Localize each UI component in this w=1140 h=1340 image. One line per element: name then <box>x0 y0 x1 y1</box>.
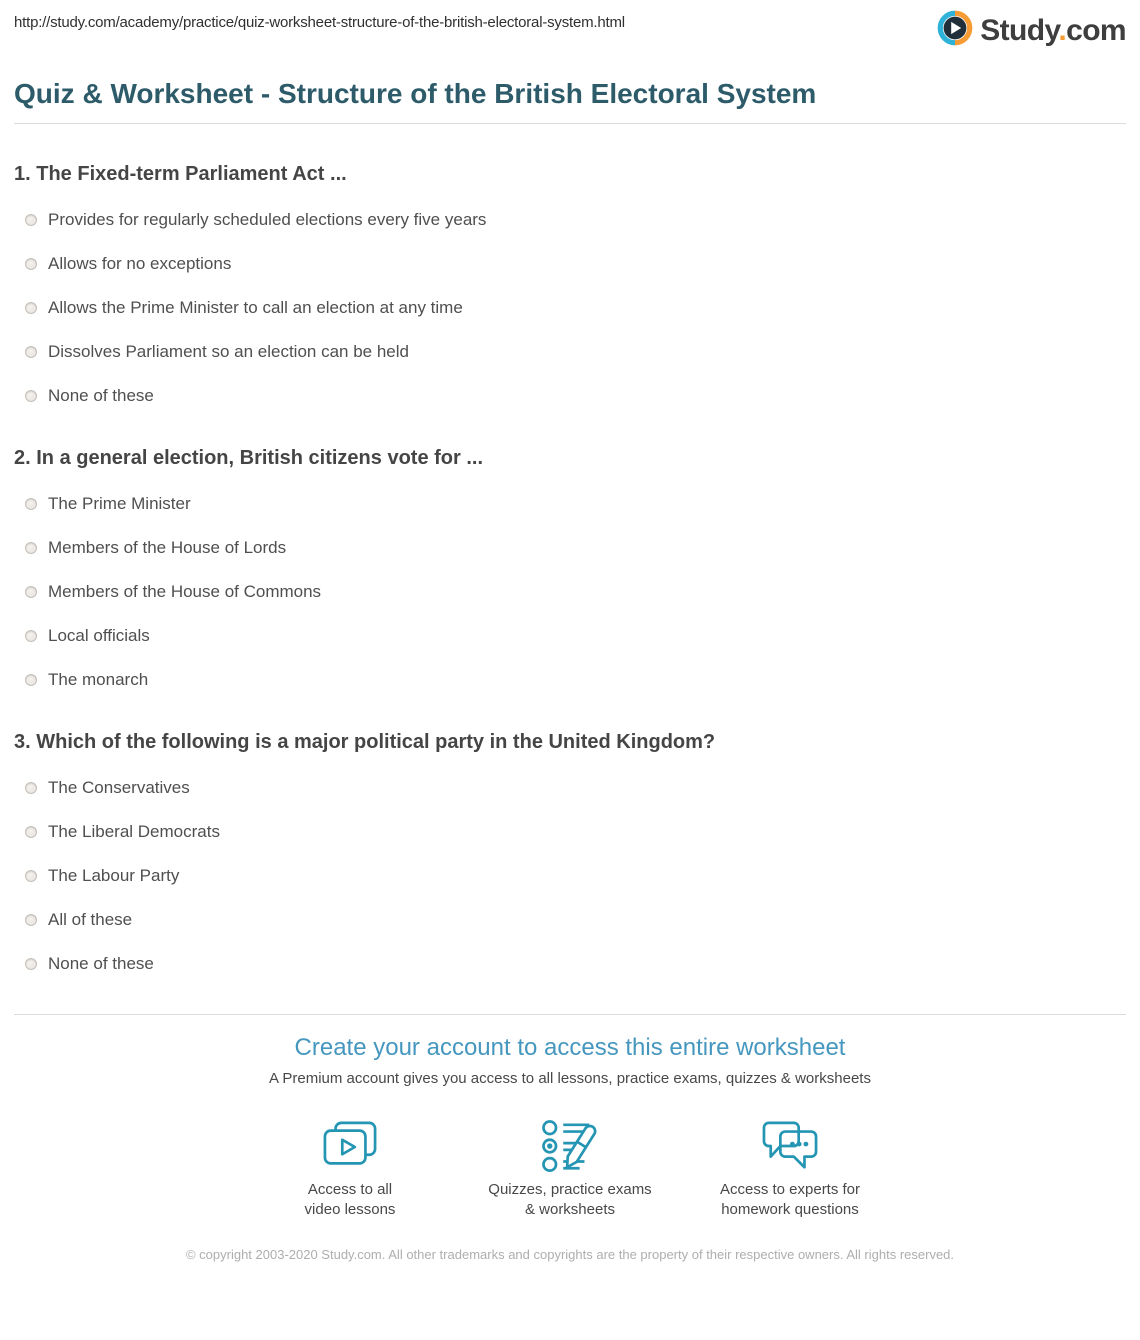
option-label: The Prime Minister <box>48 494 191 513</box>
quiz-pencil-icon <box>460 1120 680 1174</box>
option-label: Members of the House of Commons <box>48 582 322 601</box>
radio-button[interactable] <box>25 302 37 314</box>
option-label: Members of the House of Lords <box>48 538 287 557</box>
radio-button[interactable] <box>25 542 37 554</box>
radio-button[interactable] <box>25 958 37 970</box>
create-account-link[interactable]: Create your account to access this entire worksheet <box>294 1034 846 1061</box>
cta-subheading: A Premium account gives you access to all lessons, practice exams, quizzes & worksheets <box>269 1070 871 1087</box>
option-label: Provides for regularly scheduled elections every five years <box>48 210 487 229</box>
question-1-option-5[interactable] <box>14 384 1126 408</box>
question-2-heading: 2. In a general election, British citizens vote for ... <box>14 447 484 469</box>
question-2-option-2[interactable] <box>14 536 1126 560</box>
feature-expert-help <box>680 1120 900 1220</box>
option-label: Allows for no exceptions <box>48 254 232 273</box>
video-lessons-icon <box>240 1120 460 1174</box>
page-header <box>14 0 1126 53</box>
question-2-option-4[interactable] <box>14 624 1126 648</box>
feature-label: Access to experts for homework questions <box>719 1181 861 1218</box>
page-url: http://study.com/academy/practice/quiz-worksheet-structure-of-the-british-electoral-system.html <box>14 14 625 31</box>
option-label: The Liberal Democrats <box>48 822 220 841</box>
feature-label: Access to all video lessons <box>304 1181 396 1218</box>
studycom-logo[interactable] <box>936 8 1126 53</box>
option-label: Local officials <box>48 626 150 645</box>
feature-quizzes-worksheets <box>460 1120 680 1220</box>
option-label: The Labour Party <box>48 866 180 885</box>
radio-button[interactable] <box>25 630 37 642</box>
radio-button[interactable] <box>25 914 37 926</box>
title-divider <box>14 123 1126 124</box>
question-1-option-2[interactable] <box>14 252 1126 276</box>
question-1-option-1[interactable] <box>14 208 1126 232</box>
option-label: None of these <box>48 954 154 973</box>
question-2 <box>14 446 1126 692</box>
feature-video-lessons <box>240 1120 460 1220</box>
radio-button[interactable] <box>25 586 37 598</box>
question-2-option-1[interactable] <box>14 492 1126 516</box>
question-2-option-5[interactable] <box>14 668 1126 692</box>
chat-bubbles-icon <box>680 1120 900 1174</box>
option-label: None of these <box>48 386 154 405</box>
feature-label: Quizzes, practice exams & worksheets <box>488 1181 652 1218</box>
question-3-option-2[interactable] <box>14 820 1126 844</box>
radio-button[interactable] <box>25 674 37 686</box>
radio-button[interactable] <box>25 346 37 358</box>
question-1 <box>14 162 1126 408</box>
page-title: Quiz & Worksheet - Structure of the British Electoral System <box>14 78 817 109</box>
question-3-option-5[interactable] <box>14 952 1126 976</box>
option-label: All of these <box>48 910 133 929</box>
cta-divider <box>14 1014 1126 1015</box>
radio-button[interactable] <box>25 498 37 510</box>
option-label: Dissolves Parliament so an election can be held <box>48 342 409 361</box>
option-label: The monarch <box>48 670 149 689</box>
radio-button[interactable] <box>25 782 37 794</box>
radio-button[interactable] <box>25 390 37 402</box>
radio-button[interactable] <box>25 870 37 882</box>
radio-button[interactable] <box>25 258 37 270</box>
radio-button[interactable] <box>25 826 37 838</box>
question-3 <box>14 730 1126 976</box>
question-3-option-4[interactable] <box>14 908 1126 932</box>
question-2-option-3[interactable] <box>14 580 1126 604</box>
studycom-play-circle-icon <box>936 8 974 53</box>
option-label: The Conservatives <box>48 778 190 797</box>
features-row <box>14 1120 1126 1220</box>
question-1-option-3[interactable] <box>14 296 1126 320</box>
cta-section <box>14 1033 1126 1220</box>
radio-button[interactable] <box>25 214 37 226</box>
question-3-option-3[interactable] <box>14 864 1126 888</box>
question-1-option-4[interactable] <box>14 340 1126 364</box>
question-3-option-1[interactable] <box>14 776 1126 800</box>
option-label: Allows the Prime Minister to call an election at any time <box>48 298 463 317</box>
studycom-logo-text: Study.com <box>980 13 1126 47</box>
question-1-heading: 1. The Fixed-term Parliament Act ... <box>14 163 347 185</box>
copyright-notice: © copyright 2003-2020 Study.com. All other trademarks and copyrights are the property of their respective owners. All rights reserved. <box>185 1247 955 1262</box>
question-3-heading: 3. Which of the following is a major political party in the United Kingdom? <box>14 731 716 753</box>
